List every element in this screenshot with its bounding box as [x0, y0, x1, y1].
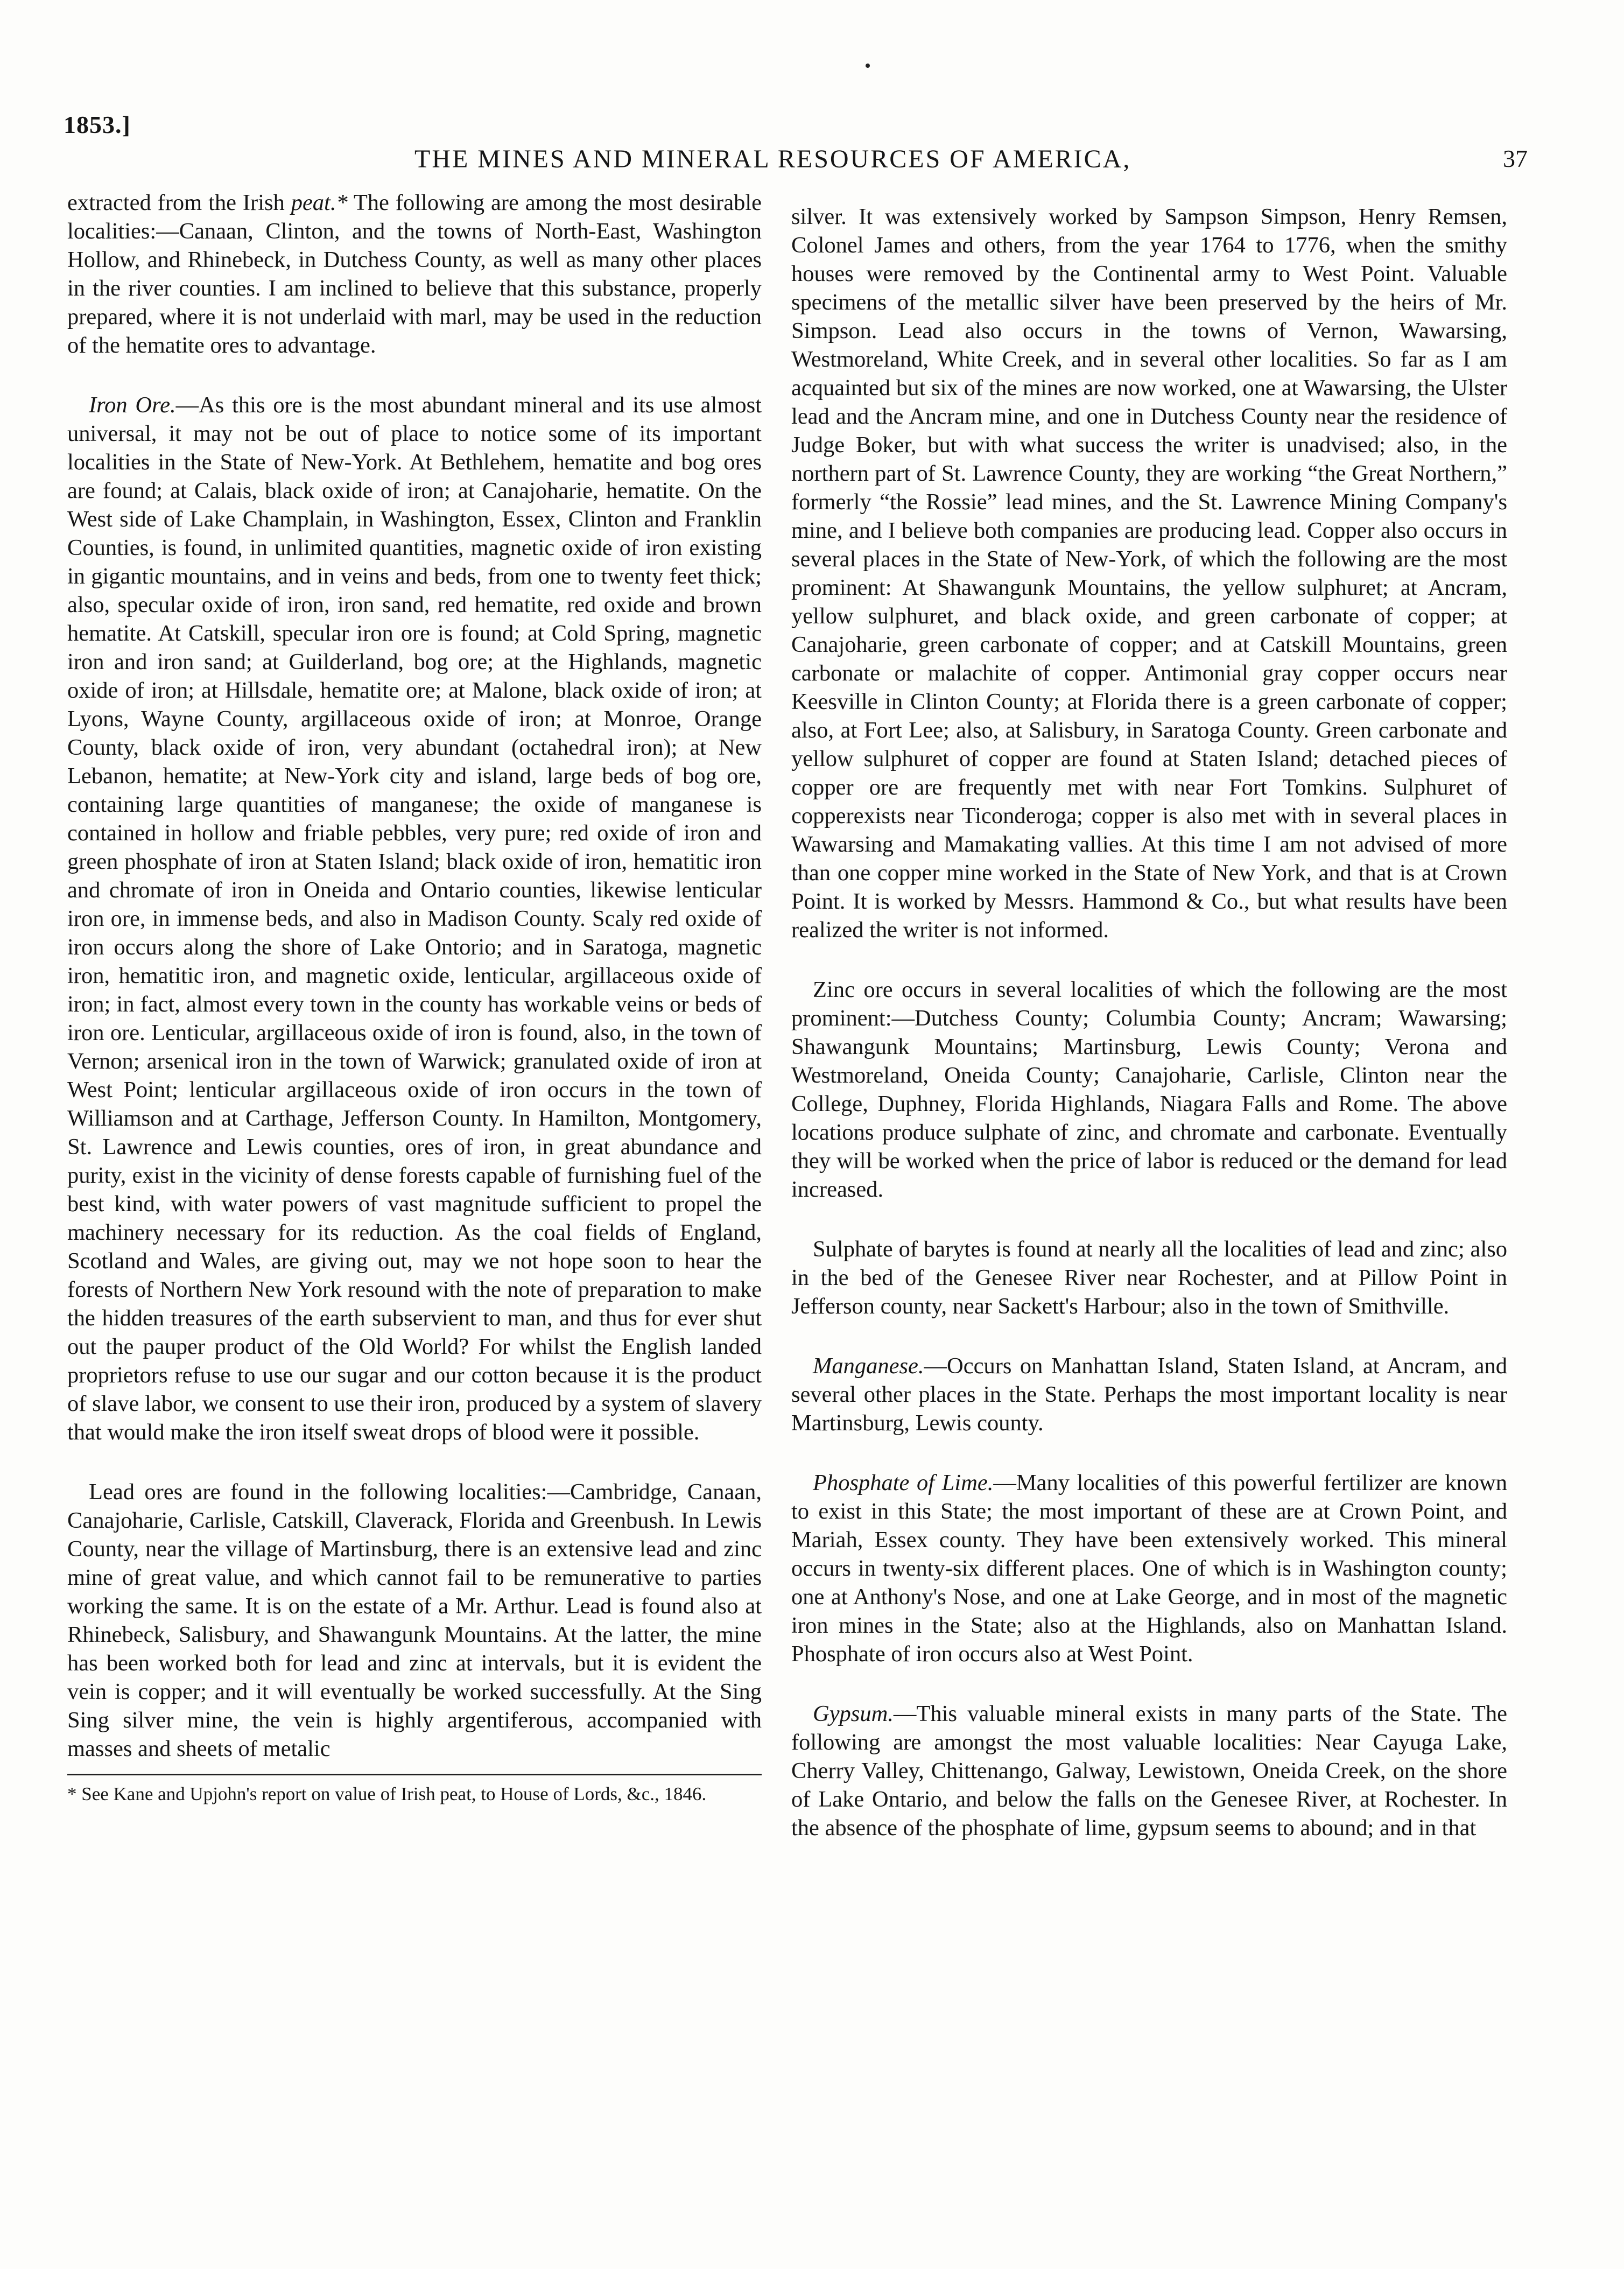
gypsum-paragraph: [791, 1699, 1507, 1842]
left-column: [67, 188, 762, 1806]
running-title: THE MINES AND MINERAL RESOURCES OF AMERICA,: [414, 145, 1131, 173]
manganese-paragraph: [791, 1352, 1507, 1437]
zinc-paragraph: Zinc ore occurs in several localities of which the following are the most prominent:—Dutchess County; Columbia County; Ancram; Wawarsing; Shawangunk Mountains; Martinsburg, Lewis County; Verona and Westmoreland, Oneida County; Canajoharie, Carlisle, Clinton near the College, Duphney, Florida Highlands, Niagara Falls and Rome. The above locations produce sulphate of zinc, and chromate and carbonate. Eventually they will be worked when the price of labor is reduced or the demand for lead increased.: [791, 977, 1507, 1202]
lead-ores-paragraph: Lead ores are found in the following localities:—Cambridge, Canaan, Canajoharie, Carlisle, Catskill, Claverack, Florida and Greenbush. In Lewis County, near the village of Martinsburg, there is an extensive lead and zinc mine of great value, and which cannot fail to be remunerative to parties working the same. It is on the estate of a Mr. Arthur. Lead is found also at Rhinebeck, Salisbury, and Shawangunk Mountains. At the latter, the mine has been worked both for lead and zinc at intervals, but it is evident the vein is copper; and it will eventually be worked successfully. At the Sing Sing silver mine, the vein is highly argentiferous, accompanied with masses and sheets of metalic: [67, 1479, 762, 1761]
peat-text: The following are among the most desirable localities:—Canaan, Clinton, and the towns of North-East, Washington Hollow, and Rhinebeck, in Dutchess County, as well as many other places in the river counties. I am inclined to believe that this substance, properly prepared, where it is not underlaid with marl, may be used in the reduction of the hematite ores to advantage.: [67, 190, 762, 358]
phosphate-paragraph: [791, 1469, 1507, 1668]
phosphate-text: —Many localities of this powerful fertilizer are known to exist in this State; the most important of these are at Crown Point, and Mariah, Essex county. They have been extensively worked. This mineral occurs in twenty-six different places. One of which is in Washington county; one at Anthony's Nose, and one at Lake George, and in most of the magnetic iron mines in the State; also at the Highlands, also on Manhattan Island. Phosphate of iron occurs also at West Point.: [791, 1470, 1508, 1667]
peat-text-lead: extracted from the Irish: [67, 190, 291, 215]
iron-ore-text: —As this ore is the most abundant mineral and its use almost universal, it may not be out of place to notice some of its important localities in the State of New-York. At Bethlehem, hematite and bog ores are found; at Calais, black oxide of iron; at Canajoharie, hematite. On the West side of Lake Champlain, in Washington, Essex, Clinton and Franklin Counties, is found, in unlimited quantities, magnetic oxide of iron existing in gigantic mountains, and in veins and beds, from one to twenty feet thick; also, specular oxide of iron, iron sand, red hematite, red oxide and brown hematite. At Catskill, specular iron ore is found; at Cold Spring, magnetic iron and iron sand; at Guilderland, bog ore; at the Highlands, magnetic oxide of iron; at Hillsdale, hematite ore; at Malone, black oxide of iron; at Lyons, Wayne County, argillaceous oxide of iron; at Monroe, Orange County, black oxide of iron, very abundant (octahedral iron); at New Lebanon, hematite; at New-York city and island, large beds of bog ore, containing large quantities of manganese; the oxide of manganese is contained in hollow and friable pebbles, very pure; red oxide of iron and green phosphate of iron at Staten Island; black oxide of iron, hematitic iron and chromate of iron in Oneida and Ontario counties, likewise lenticular iron ore, in immense beds, and also in Madison County. Scaly red oxide of iron occurs along the shore of Lake Ontorio; and in Saratoga, magnetic iron, hematitic iron, and magnetic oxide, lenticular, argillaceous oxide of iron; in fact, almost every town in the county has workable veins or beds of iron ore. Lenticular, argillaceous oxide of iron is found, also, in the town of Vernon; arsenical iron in the town of Warwick; granulated oxide of iron at West Point; lenticular argillaceous oxide of iron occurs in the town of Williamson and at Carthage, Jefferson County. In Hamilton, Montgomery, St. Lawrence and Lewis counties, ores of iron, in great abundance and purity, exist in the vicinity of dense forests capable of furnishing fuel of the best kind, with water powers of vast magnitude sufficient to propel the machinery necessary for its reduction. As the coal fields of England, Scotland and Wales, are giving out, may we not hope soon to hear the forests of Northern New York resound with the note of preparation to make the hidden treasures of the earth subservient to man, and thus for ever shut out the pauper product of the Old World? For whilst the English landed proprietors refuse to use our sugar and our cotton because it is the product of slave labor, we consent to use their iron, produced by a system of slavery that would make the iron itself sweat drops of blood were it possible.: [67, 392, 762, 1445]
print-speck: [866, 64, 870, 68]
iron-ore-paragraph: [67, 391, 762, 1446]
peat-paragraph: [67, 188, 762, 360]
footnote-rule: [67, 1774, 762, 1775]
silver-copper-paragraph: silver. It was extensively worked by Sampson Simpson, Henry Remsen, Colonel James and others, from the year 1764 to 1776, when the smithy houses were removed by the Continental army to West Point. Valuable specimens of the metallic silver have been preserved by the heirs of Mr. Simpson. Lead also occurs in the towns of Vernon, Wawarsing, Westmoreland, White Creek, and in several other localities. So far as I am acquainted but six of the mines are now worked, one at Wawarsing, the Ulster lead and the Ancram mine, and one in Dutchess County near the residence of Judge Boker, but with what success the writer is unadvised; also, in the northern part of St. Lawrence County, they are working “the Great Northern,” formerly “the Rossie” lead mines, and the St. Lawrence Mining Company's mine, and I believe both companies are producing lead. Copper also occurs in several places in the State of New-York, of which the following are the most prominent: At Shawangunk Mountains, the yellow sulphuret; at Ancram, yellow sulphuret, and black oxide, and green carbonate of copper; at Canajoharie, green carbonate of copper; and at Catskill Mountains, green carbonate or malachite of copper. Antimonial gray copper occurs near Keesville in Clinton County; at Florida there is a green carbonate of copper; also, at Fort Lee; also, at Salisbury, in Saratoga County. Green carbonate and yellow sulphuret of copper are found at Staten Island; detached pieces of copper ore are frequently met with near Fort Tomkins. Sulphuret of copperexists near Ticonderoga; copper is also met with in several places in Wawarsing and Mamakating vallies. At this time I am not advised of more than one copper mine worked in the State of New York, and that is at Crown Point. It is worked by Messrs. Hammond & Co., but what results have been realized the writer is not informed.: [791, 204, 1507, 943]
peat-word: peat.*: [291, 190, 348, 215]
iron-ore-heading: Iron Ore.: [89, 392, 176, 418]
barytes-paragraph: Sulphate of barytes is found at nearly all the localities of lead and zinc; also in the bed of the Genesee River near Rochester, and at Pillow Point in Jefferson county, near Sackett's Harbour; also in the town of Smithville.: [791, 1237, 1507, 1319]
right-column: [791, 202, 1507, 1842]
gypsum-text: —This valuable mineral exists in many parts of the State. The following are amongst the most valuable localities: Near Cayuga Lake, Cherry Valley, Chittenango, Galway, Lewistown, Oneida Creek, on the shore of Lake Ontario, and below the falls on the Genesee River, at Rochester. In the absence of the phosphate of lime, gypsum seems to abound; and in that: [791, 1701, 1507, 1841]
footnote: * See Kane and Upjohn's report on value of Irish peat, to House of Lords, &c., 1846.: [67, 1783, 707, 1804]
gypsum-heading: Gypsum.: [813, 1701, 894, 1726]
page-number: 37: [1503, 145, 1528, 172]
manganese-heading: Manganese.: [813, 1353, 924, 1379]
manganese-text: —Occurs on Manhattan Island, Staten Island, at Ancram, and several other places in the State. Perhaps the most important locality is near Martinsburg, Lewis county.: [791, 1353, 1507, 1436]
phosphate-heading: Phosphate of Lime.: [813, 1470, 994, 1495]
publication-year: 1853.]: [64, 111, 131, 138]
